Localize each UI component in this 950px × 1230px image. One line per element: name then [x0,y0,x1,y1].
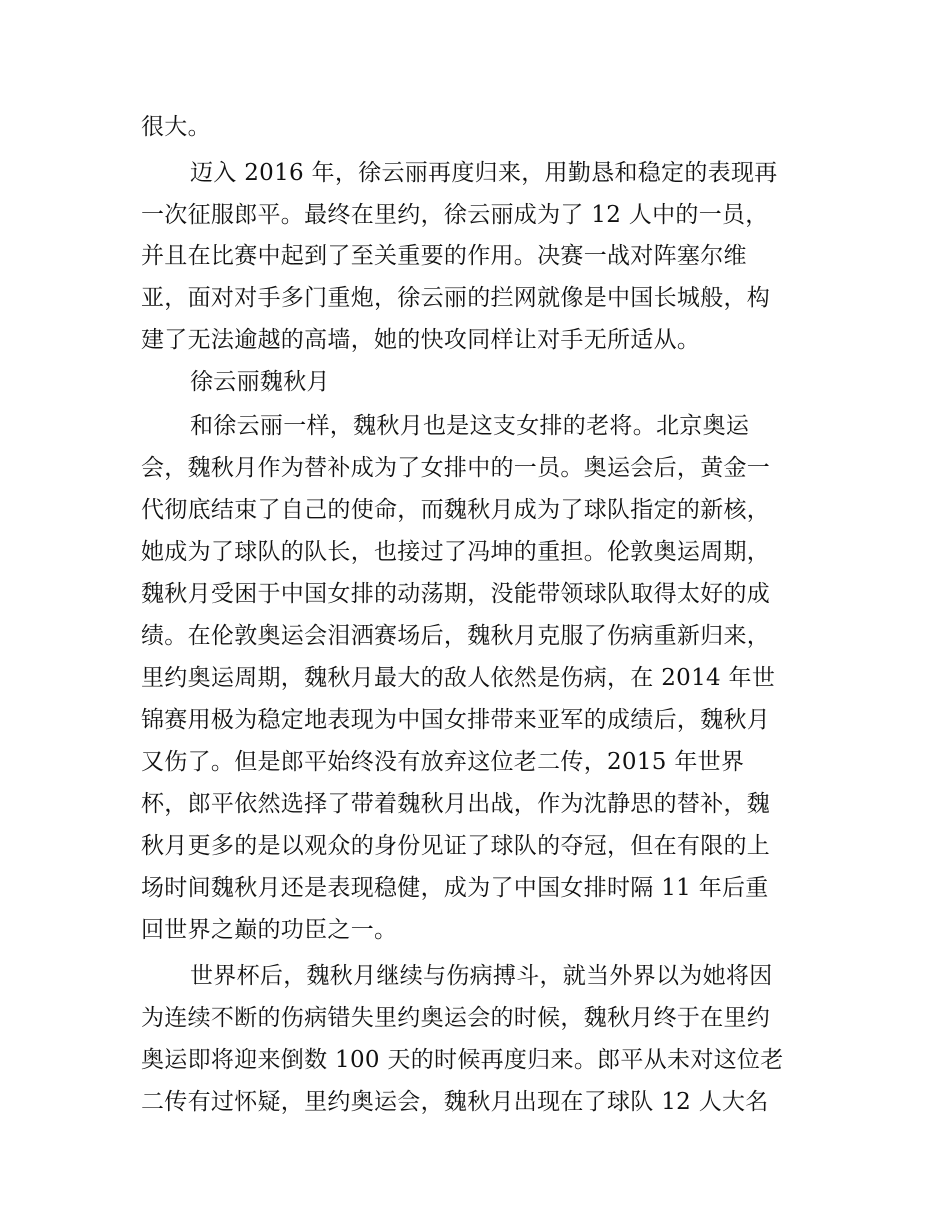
text-line: 二传有过怀疑，里约奥运会，魏秋月出现在了球队 12 人大名 [141,1089,769,1115]
paragraph-first-line: 迈入 2016 年，徐云丽再度归来，用勤恳和稳定的表现再 [190,160,778,186]
paragraph-first-line: 世界杯后，魏秋月继续与伤病搏斗，就当外界以为她将因 [190,963,773,989]
text-line: 代彻底结束了自己的使命，而魏秋月成为了球队指定的新核， [141,497,771,523]
text-line: 回世界之巅的功臣之一。 [141,917,398,943]
text-line: 魏秋月受困于中国女排的动荡期，没能带领球队取得太好的成 [141,581,771,607]
text-line: 为连续不断的伤病错失里约奥运会的时候，魏秋月终于在里约 [141,1005,771,1031]
text-line: 又伤了。但是郎平始终没有放弃这位老二传，2015 年世界 [141,749,745,775]
text-line: 一次征服郎平。最终在里约，徐云丽成为了 12 人中的一员， [141,202,769,228]
text-line: 奥运即将迎来倒数 100 天的时候再度归来。郎平从未对这位老 [141,1047,784,1073]
text-line: 锦赛用极为稳定地表现为中国女排带来亚军的成绩后，魏秋月 [141,707,771,733]
text-line: 建了无法逾越的高墙，她的快攻同样让对手无所适从。 [141,327,701,353]
text-line: 场时间魏秋月还是表现稳健，成为了中国女排时隔 11 年后重 [141,875,769,901]
text-line: 很大。 [141,114,211,140]
text-line: 秋月更多的是以观众的身份见证了球队的夺冠，但在有限的上 [141,833,771,859]
text-line: 会，魏秋月作为替补成为了女排中的一员。奥运会后，黄金一 [141,455,771,481]
text-line: 并且在比赛中起到了至关重要的作用。决赛一战对阵塞尔维 [141,243,747,269]
paragraph-first-line: 和徐云丽一样，魏秋月也是这支女排的老将。北京奥运 [190,413,750,439]
section-heading: 徐云丽魏秋月 [190,369,330,395]
text-line: 杯，郎平依然选择了带着魏秋月出战，作为沈静思的替补，魏 [141,791,771,817]
text-line: 绩。在伦敦奥运会泪洒赛场后，魏秋月克服了伤病重新归来， [141,623,771,649]
text-line: 她成为了球队的队长，也接过了冯坤的重担。伦敦奥运周期， [141,539,771,565]
text-line: 亚，面对对手多门重炮，徐云丽的拦网就像是中国长城般，构 [141,285,771,311]
text-line: 里约奥运周期，魏秋月最大的敌人依然是伤病，在 2014 年世 [141,665,776,691]
